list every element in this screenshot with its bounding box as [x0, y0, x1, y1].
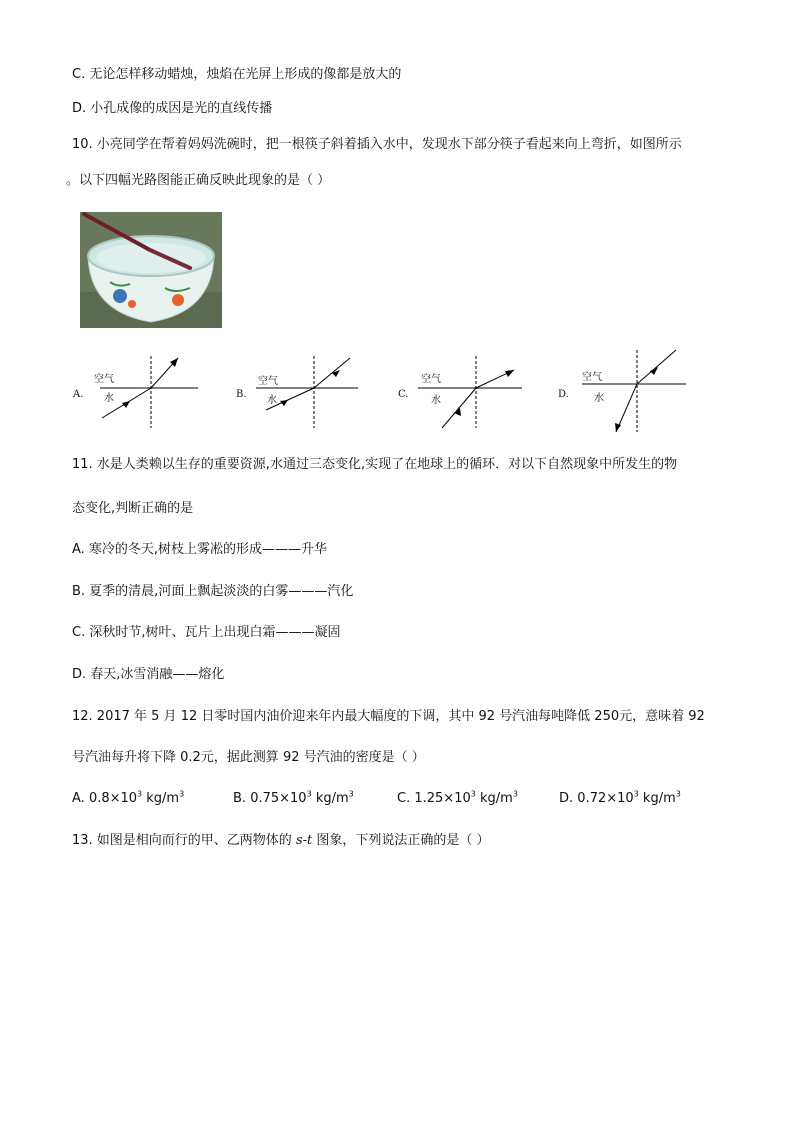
q11-option-b: B. 夏季的清晨,河面上飘起淡淡的白雾———汽化 — [72, 584, 354, 599]
diagram-a — [90, 352, 205, 432]
diagram-c-letter: C. — [398, 389, 409, 400]
option-exponent: 3 — [470, 789, 476, 799]
option-value: 0.75×10 — [250, 791, 307, 806]
q11-option-c: C. 深秋时节,树叶、瓦片上出现白霜———凝固 — [72, 625, 341, 640]
option-exponent: 3 — [633, 789, 639, 799]
q13-stem-prefix: 13. 如图是相向而行的甲、乙两物体的 — [72, 833, 296, 848]
diagram-a-water-label: 水 — [104, 393, 114, 404]
option-letter: B. — [233, 791, 247, 806]
option-exponent: 3 — [137, 789, 143, 799]
option-unit-exponent: 3 — [348, 789, 354, 799]
q12-stem-line1: 12. 2017 年 5 月 12 日零时国内油价迎来年内最大幅度的下调，其中 92 号汽油每吨降低 250元，意味着 92 — [72, 709, 705, 724]
diagram-b — [252, 352, 367, 432]
option-unit: kg/m — [638, 791, 676, 806]
option-value: 0.72×10 — [577, 791, 634, 806]
q9-option-c: C. 无论怎样移动蜡烛，烛焰在光屏上形成的像都是放大的 — [72, 67, 402, 82]
diagram-c — [414, 352, 529, 432]
option-unit: kg/m — [142, 791, 180, 806]
diagram-c-water-label: 水 — [431, 395, 441, 406]
diagram-b-letter: B. — [236, 389, 247, 400]
diagram-d-water-label: 水 — [594, 393, 604, 404]
q12-stem-line2: 号汽油每升将下降 0.2元，据此测算 92 号汽油的密度是（ ） — [72, 750, 425, 765]
q13-st-symbol: s-t — [295, 833, 313, 848]
q12-option-c — [397, 790, 518, 808]
q11-option-a: A. 寒冷的冬天,树枝上雾凇的形成———升华 — [72, 542, 328, 557]
q12-option-d — [559, 790, 681, 808]
option-unit-exponent: 3 — [675, 789, 681, 799]
option-unit-exponent: 3 — [179, 789, 185, 799]
q9-option-d: D. 小孔成像的成因是光的直线传播 — [72, 101, 273, 116]
diagram-b-water-label: 水 — [267, 395, 277, 406]
q10-stem-line1: 10. 小亮同学在帮着妈妈洗碗时，把一根筷子斜着插入水中，发现水下部分筷子看起来向上弯折，如图所示 — [72, 137, 682, 152]
option-unit: kg/m — [475, 791, 513, 806]
q12-option-b — [233, 790, 354, 808]
q11-option-d: D. 春天,冰雪消融——熔化 — [72, 667, 225, 682]
diagram-c-air-label: 空气 — [421, 374, 441, 385]
diagram-b-air-label: 空气 — [258, 376, 278, 387]
option-value: 1.25×10 — [414, 791, 471, 806]
option-letter: C. — [397, 791, 411, 806]
option-exponent: 3 — [306, 789, 312, 799]
bowl-chopstick-photo — [80, 212, 222, 328]
option-unit: kg/m — [311, 791, 349, 806]
diagram-d — [578, 346, 693, 436]
option-letter: D. — [559, 791, 574, 806]
q11-stem-line2: 态变化,判断正确的是 — [72, 501, 194, 516]
option-letter: A. — [72, 791, 85, 806]
q11-stem-line1: 11. 水是人类赖以生存的重要资源,水通过三态变化,实现了在地球上的循环．对以下自然现象中所发生的物 — [72, 457, 678, 472]
q12-option-a — [72, 790, 184, 808]
q13-stem — [72, 832, 490, 850]
option-unit-exponent: 3 — [512, 789, 518, 799]
q10-stem-line2: 。以下四幅光路图能正确反映此现象的是（ ） — [66, 173, 331, 188]
diagram-a-air-label: 空气 — [94, 374, 114, 385]
diagram-a-letter: A. — [73, 389, 84, 400]
option-value: 0.8×10 — [88, 791, 138, 806]
q13-stem-suffix: 图象，下列说法正确的是（ ） — [312, 833, 490, 848]
diagram-d-air-label: 空气 — [582, 372, 602, 383]
diagram-d-letter: D. — [558, 389, 569, 400]
